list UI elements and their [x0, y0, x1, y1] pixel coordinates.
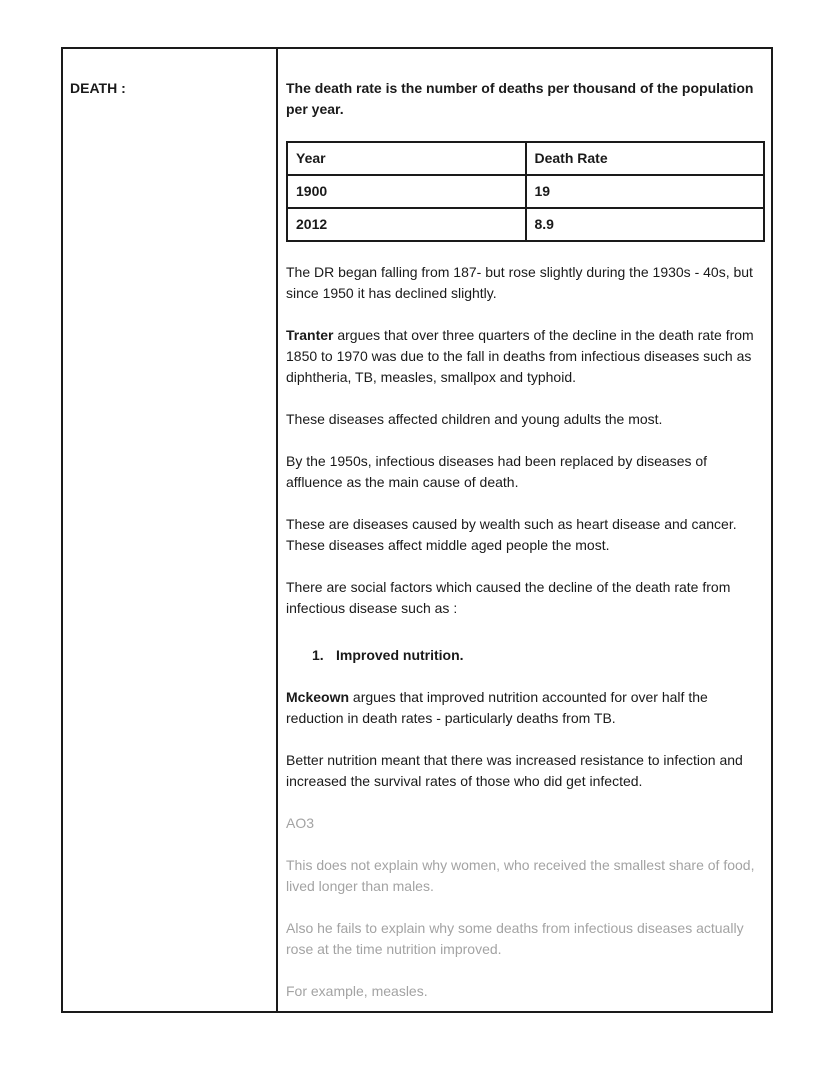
death-rate-column-header: Death Rate: [526, 142, 765, 175]
tranter-argument: argues that over three quarters of the decline in the death rate from 1850 to 1970 was due to the fall in deaths from infectious diseases such as diphtheria, TB, measles, smallpox and typhoid.: [286, 327, 754, 385]
content-cell: [278, 49, 771, 1011]
list-item-text: Improved nutrition.: [336, 647, 464, 663]
table-row: [287, 208, 764, 241]
paragraph-children-affected: These diseases affected children and young adults the most.: [286, 411, 663, 427]
tranter-name: Tranter: [286, 327, 334, 343]
year-column-header: Year: [287, 142, 526, 175]
topic-cell: [63, 49, 278, 1011]
paragraph-better-nutrition: Better nutrition meant that there was increased resistance to infection and increased the survival rates of those who did get infected.: [286, 752, 743, 789]
year-cell-2012: 2012: [287, 208, 526, 241]
ao3-paragraph-women-share: This does not explain why women, who received the smallest share of food, lived longer than males.: [286, 857, 755, 894]
year-cell-1900: 1900: [287, 175, 526, 208]
ao3-label: AO3: [286, 815, 315, 831]
ao3-paragraph-deaths-rose: Also he fails to explain why some deaths from infectious diseases actually rose at the time nutrition improved.: [286, 920, 744, 957]
paragraph-mckeown: [286, 687, 765, 729]
rate-cell-2012: 8.9: [526, 208, 765, 241]
paragraph-dr-trend: The DR began falling from 187- but rose slightly during the 1930s - 40s, but since 1950 it has declined slightly.: [286, 264, 753, 301]
table-header-row: [287, 142, 764, 175]
list-item-number: 1.: [312, 647, 324, 663]
death-rate-table: [286, 141, 765, 242]
list-item-improved-nutrition: [286, 645, 765, 666]
paragraph-affluence: By the 1950s, infectious diseases had been replaced by diseases of affluence as the main cause of death.: [286, 453, 708, 490]
paragraph-social-factors: There are social factors which caused the decline of the death rate from infectious disease such as :: [286, 579, 731, 616]
ao3-paragraph-example: For example, measles.: [286, 983, 428, 999]
paragraph-wealth-diseases: These are diseases caused by wealth such as heart disease and cancer. These diseases affect middle aged people the most.: [286, 516, 737, 553]
mckeown-name: Mckeown: [286, 689, 350, 705]
paragraph-tranter: [286, 325, 765, 388]
topic-label: DEATH :: [70, 80, 126, 96]
table-row: [287, 175, 764, 208]
definition-paragraph: The death rate is the number of deaths per thousand of the population per year.: [286, 80, 754, 117]
rate-cell-1900: 19: [526, 175, 765, 208]
mckeown-argument: argues that improved nutrition accounted for over half the reduction in death rates - particularly deaths from TB.: [286, 689, 708, 726]
notes-table: [61, 47, 773, 1013]
